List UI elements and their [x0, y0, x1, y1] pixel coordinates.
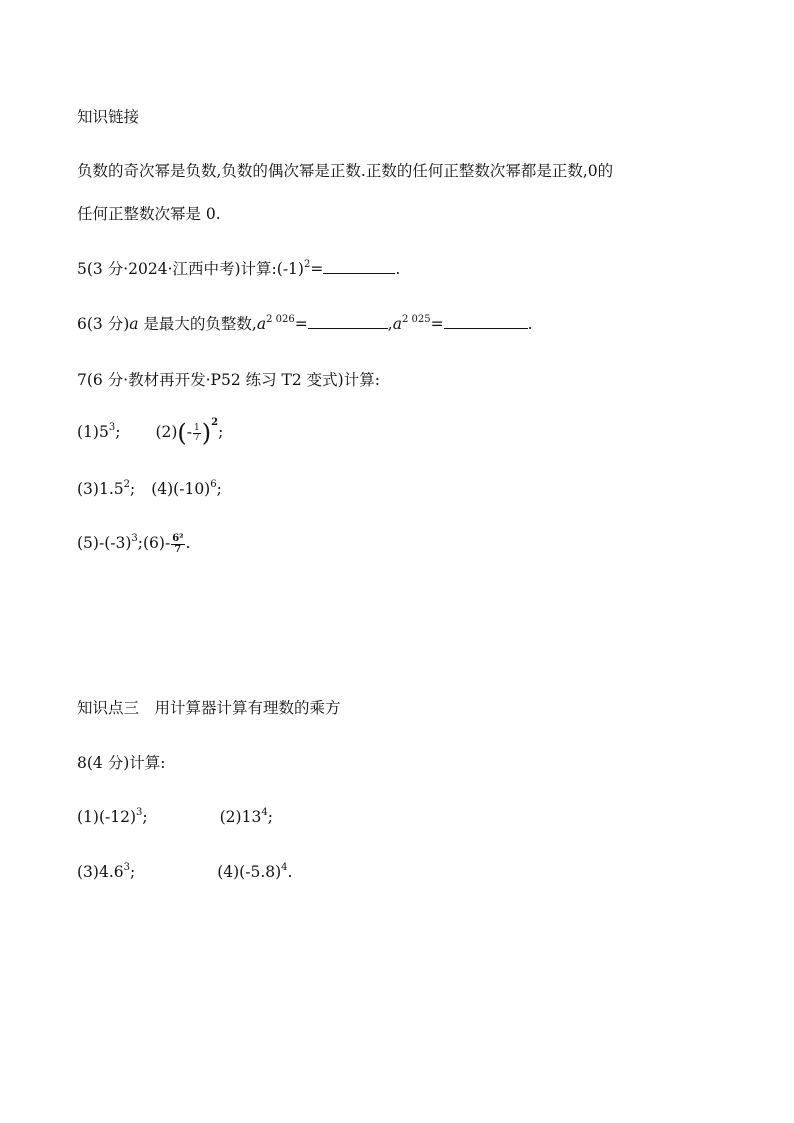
q8-p2-end: ; — [267, 808, 273, 826]
q6-equals-2: = — [430, 315, 444, 333]
question-8-row-1 — [77, 806, 273, 828]
q8-p2-label: (2)13 — [219, 808, 262, 826]
q6-var-a-2: a — [256, 315, 267, 333]
q6-exponent-2: 2 025 — [401, 314, 431, 325]
q8-p4-end: . — [287, 863, 293, 881]
question-5 — [77, 258, 400, 280]
q7-p3-end: ; — [129, 480, 136, 498]
q7-p6-denominator: 7 — [174, 543, 182, 555]
q7-p5-end: ;(6)- — [137, 534, 171, 552]
q6-end: . — [527, 315, 533, 333]
q6-mid: 是最大的负整数, — [138, 315, 257, 333]
q7-p4-label: (4)(-10) — [151, 480, 211, 498]
link-heading: 知识链接 — [77, 108, 140, 126]
q7-p2-numerator: 1 — [194, 422, 200, 433]
q7-p2-exponent: 2 — [211, 417, 219, 428]
q8-p3-label: (3)4.6 — [77, 863, 124, 881]
q6-var-a: a — [129, 315, 139, 333]
q7-p5-label: (5)-(-3) — [77, 534, 132, 552]
q5-answer-blank[interactable] — [323, 259, 395, 274]
q5-end: . — [395, 260, 401, 278]
q7-p1-exponent: 3 — [108, 422, 116, 433]
q6-sep: , — [387, 315, 393, 333]
q8-p1-exponent: 3 — [136, 807, 143, 818]
q6-prefix: 6(3 分) — [77, 315, 130, 333]
question-7-row-3 — [77, 532, 190, 555]
q7-p2-label: (2) — [155, 423, 178, 441]
q7-p6-end: . — [185, 534, 191, 552]
q8-p1-label: (1)(-12) — [77, 808, 137, 826]
q8-p1-end: ; — [142, 808, 148, 826]
q6-equals-1: = — [294, 315, 308, 333]
q7-p1-label: (1)5 — [77, 423, 109, 441]
q8-p3-exponent: 3 — [123, 862, 130, 873]
q7-p2-minus: - — [186, 423, 193, 441]
q7-p4-end: ; — [216, 480, 222, 498]
q6-answer-blank-2[interactable] — [444, 314, 528, 329]
q7-p2-right-paren: ) — [201, 419, 212, 447]
q7-p3-label: (3)1.5 — [77, 480, 124, 498]
question-7-row-2 — [77, 478, 222, 500]
q6-answer-blank-1[interactable] — [308, 314, 388, 329]
question-8-row-2 — [77, 861, 292, 883]
q5-equals: = — [310, 260, 324, 278]
q7-p5-exponent: 3 — [131, 533, 138, 544]
q7-p2-denominator: 7 — [194, 432, 200, 443]
q8-p4-label: (4)(-5.8) — [217, 863, 282, 881]
q8-p2-exponent: 4 — [261, 807, 268, 818]
q7-p4-exponent: 6 — [210, 479, 217, 490]
q7-p2-end: ; — [218, 423, 224, 441]
q5-exponent: 2 — [303, 259, 311, 270]
question-7-title: 7(6 分·教材再开发·P52 练习 T2 变式)计算: — [77, 371, 380, 389]
q6-exponent-1: 2 026 — [266, 314, 295, 325]
q8-p4-exponent: 4 — [281, 862, 288, 873]
q7-p1-end: ; — [115, 423, 121, 441]
q7-p3-exponent: 2 — [123, 479, 130, 490]
section-3-heading: 知识点三 用计算器计算有理数的乘方 — [77, 699, 341, 717]
q7-p6-fraction — [171, 534, 184, 555]
q7-p6-numerator: 6² — [172, 532, 184, 544]
q8-p3-end: ; — [129, 863, 136, 881]
question-8-title: 8(4 分)计算: — [77, 754, 166, 772]
question-7-row-1 — [77, 417, 224, 447]
question-6 — [77, 313, 533, 335]
q6-var-a-3: a — [392, 315, 402, 333]
link-text-line2: 任何正整数次幂是 0. — [77, 205, 221, 223]
q5-prefix: 5(3 分·2024·江西中考)计算:(-1) — [77, 260, 304, 278]
q7-p2-left-paren: ( — [177, 419, 187, 447]
q7-p2-fraction — [193, 424, 201, 443]
link-text-line1: 负数的奇次幂是负数,负数的偶次幂是正数.正数的任何正整数次幂都是正数,0的 — [77, 162, 614, 180]
